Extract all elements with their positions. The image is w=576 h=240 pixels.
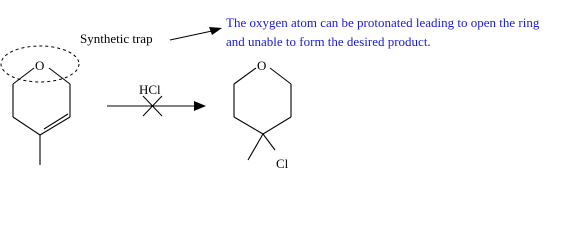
trap-pointer-arrow — [170, 27, 222, 40]
reagent-label: HCl — [139, 82, 161, 97]
reactant-bonds — [13, 68, 70, 165]
reactant-oxygen-label: O — [35, 58, 45, 73]
reactant-molecule — [1, 46, 79, 165]
note-line-1: The oxygen atom can be protonated leading to open the ring — [226, 15, 540, 30]
product-oxygen-label: O — [257, 58, 267, 73]
product-chlorine-label: Cl — [276, 156, 289, 171]
synthetic-trap-label: Synthetic trap — [80, 31, 153, 46]
note-line-2: and unable to form the desired product. — [226, 34, 431, 49]
product-molecule — [234, 58, 291, 171]
product-bonds — [234, 68, 291, 160]
